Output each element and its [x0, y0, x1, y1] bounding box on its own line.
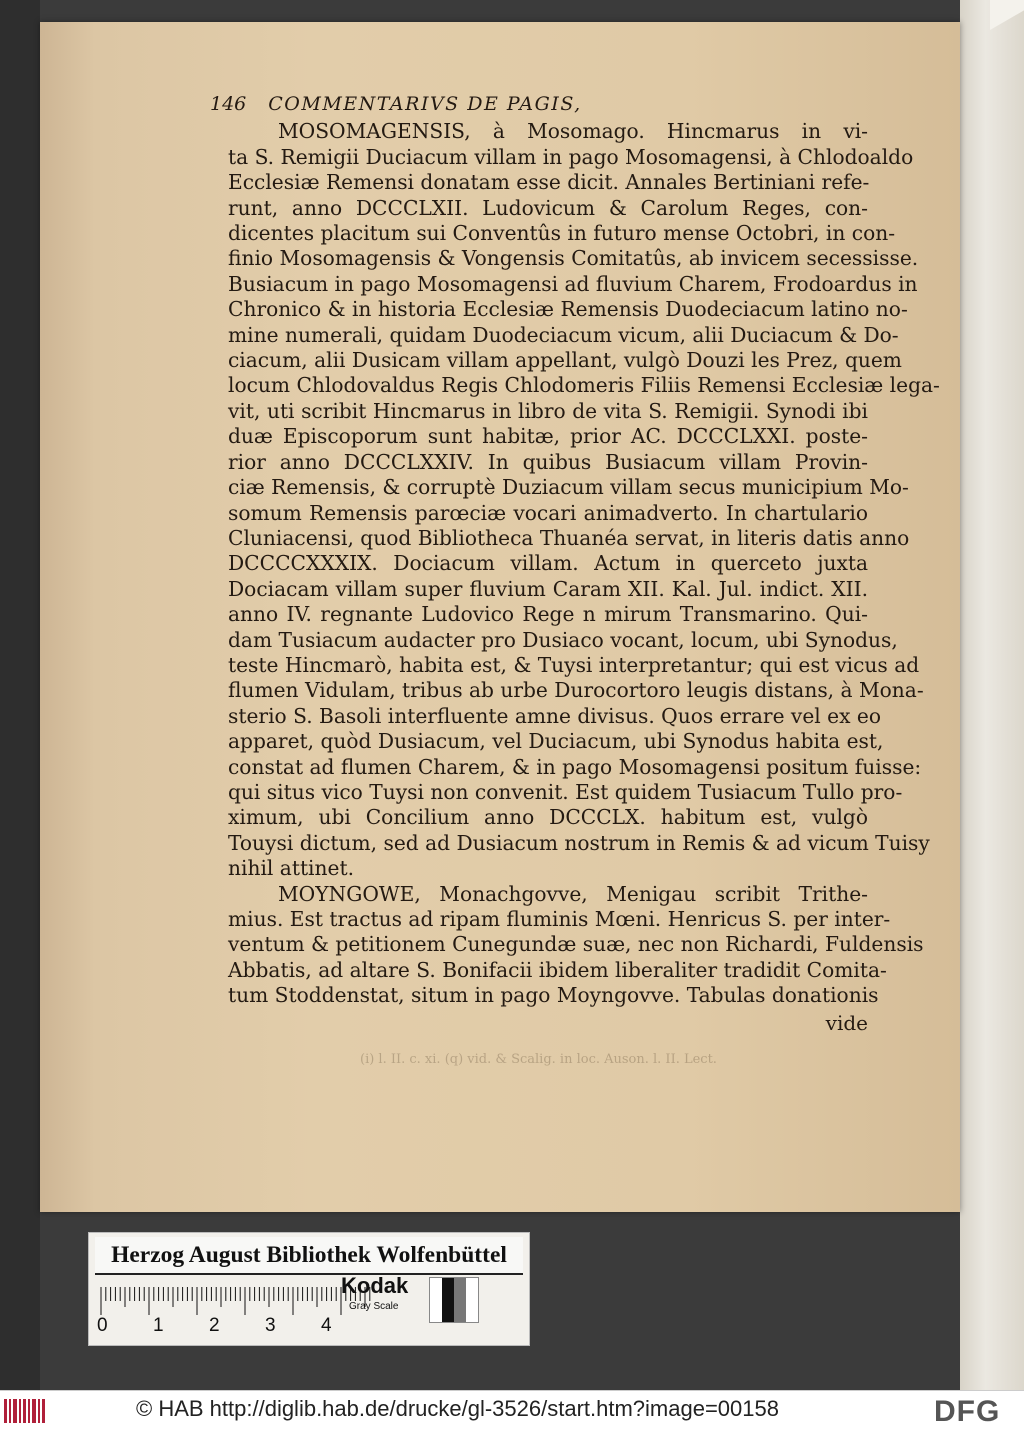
kodak-gray-scale-label: Gray Scale: [349, 1301, 399, 1312]
page-number: 146: [210, 93, 247, 115]
copyright-link[interactable]: © HAB http://diglib.hab.de/drucke/gl-3526/start.htm?image=00158: [136, 1396, 779, 1421]
text-line: Busiacum in pago Mosomagensi ad fluvium Charem, Frodoardus in: [228, 271, 918, 296]
bleed-through-text: (i) l. II. c. xi. (q) vid. & Scalig. in loc. Auson. l. II. Lect.: [360, 1052, 717, 1067]
text-line: vit, uti scribit Hincmarus in libro de vita S. Remigii. Synodi ibi: [228, 398, 868, 423]
gray-scale-strip: [429, 1277, 479, 1323]
text-line: mius. Est tractus ad ripam fluminis Mœni. Henricus S. per inter-: [228, 907, 891, 931]
text-line: MOYNGOWE, Monachgovve, Menigau scribit Trithe-: [278, 881, 868, 906]
text-line: teste Hincmarò, habita est, & Tuysi interpretantur; qui est vicus ad: [228, 652, 920, 677]
text-line: qui situs vico Tuysi non convenit. Est quidem Tusiacum Tullo pro-: [228, 779, 903, 804]
text-line: Dociacam villam super fluvium Caram XII. Kal. Jul. indict. XII.: [228, 576, 868, 601]
text-line: tum Stoddenstat, situm in pago Moyngovve. Tabulas donationis: [228, 983, 879, 1008]
text-line: mine numerali, quidam Duodeciacum vicum, alii Duciacum & Do-: [228, 322, 899, 347]
text-line: ximum, ubi Concilium anno DCCCLX. habitum est, vulgò: [228, 805, 868, 830]
ruler-digit: 4: [321, 1315, 332, 1336]
text-lines: [228, 119, 940, 1008]
text-line: dam Tusiacum audacter pro Dusiaco vocant, locum, ubi Synodus,: [228, 627, 898, 652]
library-name: Herzog August Bibliothek Wolfenbüttel: [95, 1237, 523, 1275]
text-line: duæ Episcoporum sunt habitæ, prior AC. DCCCLXXI. poste-: [228, 424, 868, 449]
text-line: Cluniacensi, quod Bibliotheca Thuanéa servat, in literis datis anno: [228, 525, 910, 550]
running-title: COMMENTARIVS DE PAGIS,: [268, 93, 582, 115]
page-text: [210, 92, 940, 1036]
text-line: Abbatis, ad altare S. Bonifacii ibidem liberaliter tradidit Comita-: [228, 957, 887, 982]
footer-bar: [0, 1390, 1024, 1431]
text-line: dicentes placitum sui Conventûs in futuro mense Octobri, in con-: [228, 221, 896, 246]
text-line: ventum & petitionem Cunegundæ suæ, nec non Richardi, Fuldensis: [228, 932, 924, 957]
barcode-icon: [4, 1397, 48, 1425]
text-line: ta S. Remigii Duciacum villam in pago Mosomagensi, à Chlodoaldo: [228, 144, 914, 169]
text-line: locum Chlodovaldus Regis Chlodomeris Filiis Remensi Ecclesiæ lega-: [228, 373, 940, 398]
text-line: runt, anno DCCCLXII. Ludovicum & Carolum Reges, con-: [228, 195, 868, 220]
text-line: nihil attinet.: [228, 856, 354, 881]
ruler-digit: 3: [265, 1315, 276, 1336]
text-line: flumen Vidulam, tribus ab urbe Durocortoro leugis distans, à Mona-: [228, 678, 924, 703]
text-line: ciæ Remensis, & corruptè Duziacum villam secus municipium Mo-: [228, 475, 909, 500]
text-line: apparet, quòd Dusiacum, vel Duciacum, ubi Synodus habita est,: [228, 729, 884, 754]
scan-background-left: [0, 0, 40, 1390]
dfg-logo: DFG: [934, 1395, 1001, 1428]
text-line: constat ad flumen Charem, & in pago Mosomagensi positum fuisse:: [228, 754, 922, 779]
ruler-digit: 0: [97, 1315, 108, 1336]
text-line: finio Mosomagensis & Vongensis Comitatûs, ab invicem secessisse.: [228, 246, 919, 271]
running-head: [210, 92, 868, 117]
kodak-logo: Kodak: [341, 1273, 409, 1298]
library-label-card: [88, 1232, 530, 1346]
backing-board: [960, 0, 1024, 1390]
text-line: Touysi dictum, sed ad Dusiacum nostrum in Remis & ad vicum Tuisy: [228, 830, 930, 855]
text-line: anno IV. regnante Ludovico Rege n mirum Transmarino. Qui-: [228, 602, 868, 627]
catchword: vide: [825, 1010, 868, 1035]
text-line: Chronico & in historia Ecclesiæ Remensis Duodeciacum latino no-: [228, 297, 908, 322]
text-line: DCCCCXXXIX. Dociacum villam. Actum in querceto juxta: [228, 551, 868, 576]
ruler-digit: 1: [153, 1315, 164, 1336]
text-line: MOSOMAGENSIS, à Mosomago. Hincmarus in vi-: [278, 119, 868, 144]
ruler-digit: 2: [209, 1315, 220, 1336]
text-line: sterio S. Basoli interfluente amne divisus. Quos errare vel ex eo: [228, 703, 882, 728]
text-line: somum Remensis parœciæ vocari animadverto. In chartulario: [228, 500, 868, 525]
text-line: rior anno DCCCLXXIV. In quibus Busiacum villam Provin-: [228, 449, 868, 474]
text-line: Ecclesiæ Remensi donatam esse dicit. Annales Bertiniani refe-: [228, 170, 870, 195]
text-line: ciacum, alii Dusicam villam appellant, vulgò Douzi les Prez, quem: [228, 348, 902, 373]
